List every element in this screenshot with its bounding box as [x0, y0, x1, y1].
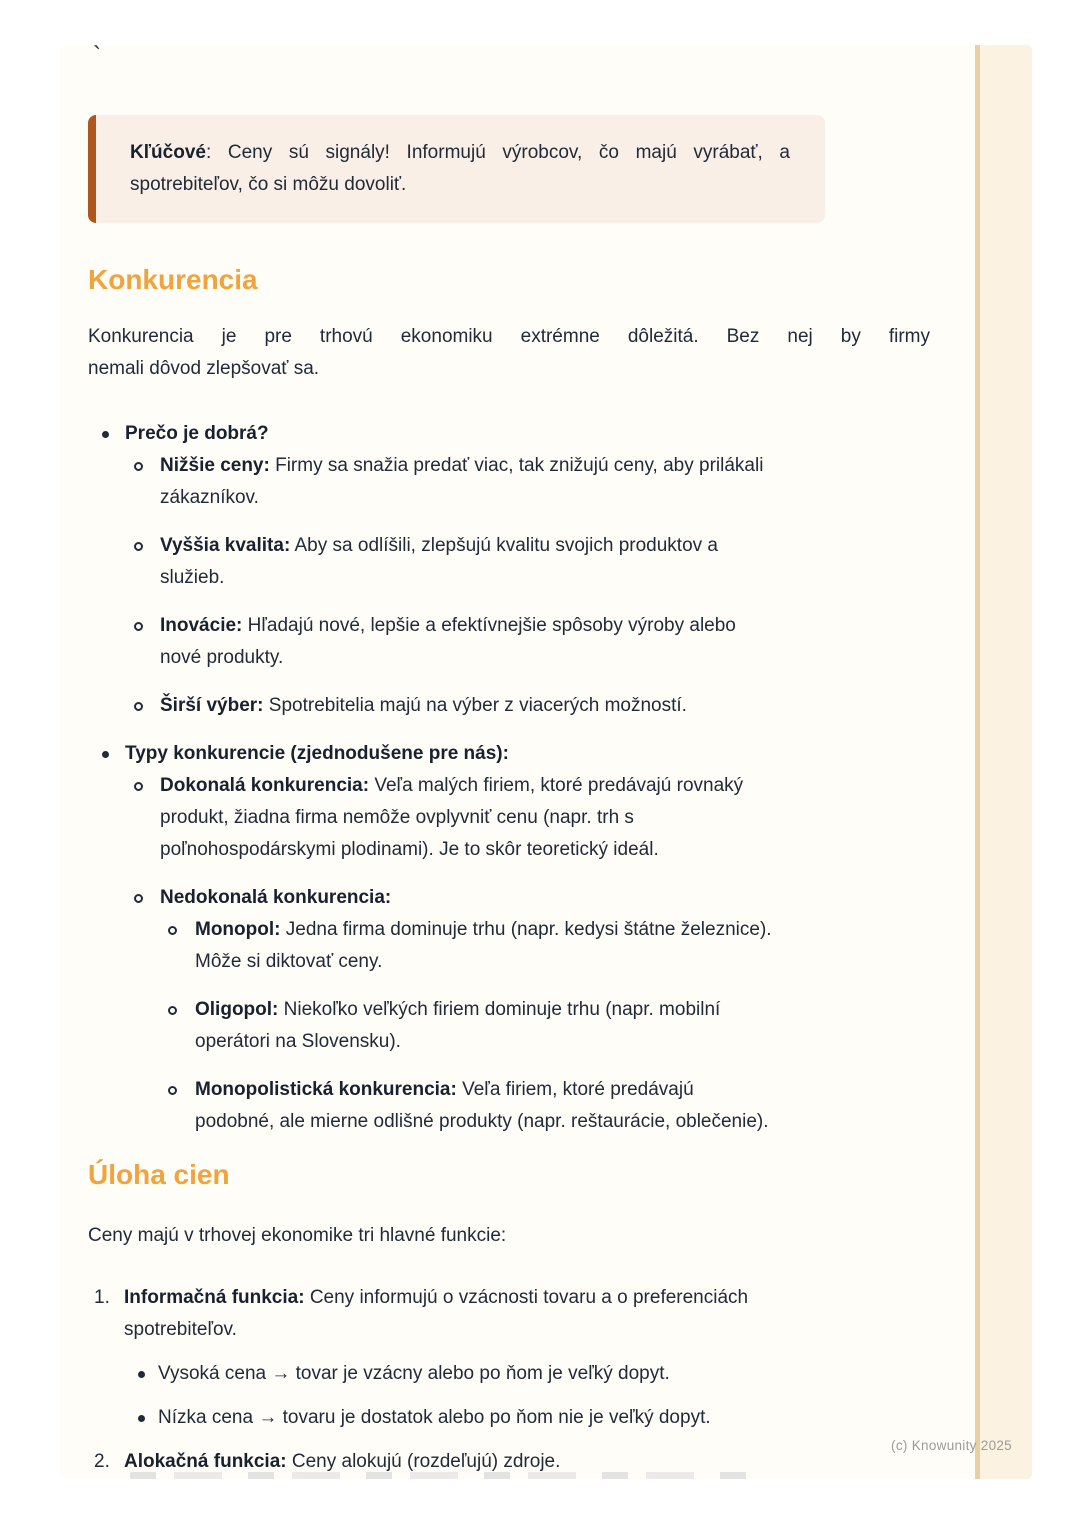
list-item — [88, 738, 930, 770]
list-item — [88, 1074, 930, 1138]
term-bold: Vyššia kvalita: — [160, 535, 291, 556]
term-bold: Typy konkurencie (zjednodušene pre nás): — [125, 743, 509, 764]
disc-bullet-icon — [102, 431, 109, 438]
term-bold: Nižšie ceny: — [160, 455, 270, 476]
document-page — [60, 45, 1032, 1479]
circle-bullet-icon — [168, 926, 177, 935]
konkurencia-intro-paragraph — [88, 321, 930, 385]
section-heading-uloha-cien: Úloha cien — [88, 1159, 230, 1190]
list-number: 1. — [94, 1287, 110, 1308]
list-item — [88, 1282, 930, 1346]
list-item-text: Dokonalá konkurencia: Veľa malých firiem, ktoré predávajú rovnaký produkt, žiadna firma nemôže ovplyvniť cenu (napr. trh s poľnohospodárskymi plodinami). Je to skôr teoretický ideál. — [160, 775, 744, 860]
term-bold: Alokačná funkcia: — [124, 1451, 287, 1472]
circle-bullet-icon — [134, 622, 143, 631]
intro-line-1: Konkurencia je pre trhovú ekonomiku extrémne dôležitá. Bez nej by firmy — [88, 326, 930, 347]
disc-bullet-icon — [138, 1371, 145, 1378]
key-callout — [88, 115, 825, 223]
circle-bullet-icon — [134, 462, 143, 471]
list-item — [88, 770, 930, 866]
disc-bullet-icon — [102, 751, 109, 758]
list-item-text: Informačná funkcia: Ceny informujú o vzácnosti tovaru a o preferenciách spotrebiteľov. — [124, 1287, 749, 1340]
footer-credit: (c) Knowunity 2025 — [891, 1438, 1012, 1453]
callout-line-1 — [130, 137, 790, 169]
circle-bullet-icon — [134, 894, 143, 903]
list-item-text: Nízka cena → tovaru je dostatok alebo po ňom nie je veľký dopyt. — [158, 1407, 711, 1428]
section-heading-konkurencia: Konkurencia — [88, 264, 258, 295]
page-content — [88, 45, 930, 1479]
list-item — [88, 1358, 930, 1390]
list-item-text: Inovácie: Hľadajú nové, lepšie a efektívnejšie spôsoby výroby alebo nové produkty. — [160, 615, 736, 668]
term-bold: Nedokonalá konkurencia: — [160, 887, 392, 908]
callout-line-1-text: : Ceny sú signály! Informujú výrobcov, čo majú vyrábať, a — [205, 142, 790, 163]
list-item — [88, 994, 930, 1058]
list-item-text: Alokačná funkcia: Ceny alokujú (rozdeľujú) zdroje. — [124, 1451, 561, 1472]
term-bold: Oligopol: — [195, 999, 279, 1020]
disc-bullet-icon — [138, 1415, 145, 1422]
term-bold: Monopol: — [195, 919, 281, 940]
uloha-cien-intro: Ceny majú v trhovej ekonomike tri hlavné funkcie: — [88, 1225, 507, 1246]
list-item — [88, 914, 930, 978]
list-item — [88, 690, 930, 722]
konkurencia-bullet-list — [88, 418, 930, 1138]
list-item — [88, 530, 930, 594]
circle-bullet-icon — [168, 1086, 177, 1095]
circle-bullet-icon — [168, 1006, 177, 1015]
term-bold: Monopolistická konkurencia: — [195, 1079, 457, 1100]
list-item-text: Oligopol: Niekoľko veľkých firiem dominuje trhu (napr. mobilní operátori na Slovensku). — [195, 999, 721, 1052]
list-item-text: Nižšie ceny: Firmy sa snažia predať viac, tak znižujú ceny, aby prilákali zákazníkov. — [160, 455, 764, 508]
term-bold: Širší výber: — [160, 695, 264, 716]
right-margin-stripe — [975, 45, 1032, 1479]
intro-line-2: nemali dôvod zlepšovať sa. — [88, 358, 320, 379]
list-item — [88, 882, 930, 914]
list-item — [88, 450, 930, 514]
list-item-text — [160, 882, 930, 914]
list-item — [88, 610, 930, 674]
uloha-cien-numbered-list — [88, 1282, 930, 1478]
term-bold: Informačná funkcia: — [124, 1287, 305, 1308]
clipped-text-remnant — [130, 1472, 750, 1479]
list-item — [88, 418, 930, 450]
list-item-text — [125, 418, 930, 450]
list-item-text: Vysoká cena → tovar je vzácny alebo po ňom je veľký dopyt. — [158, 1363, 670, 1384]
callout-label: Kľúčové — [130, 142, 206, 163]
circle-bullet-icon — [134, 782, 143, 791]
stray-backtick: ` — [93, 45, 101, 69]
list-number: 2. — [94, 1451, 110, 1472]
callout-line-2: spotrebiteľov, čo si môžu dovoliť. — [130, 174, 407, 195]
list-item-text — [125, 738, 930, 770]
list-item — [88, 1402, 930, 1434]
list-item-text: Vyššia kvalita: Aby sa odlíšili, zlepšujú kvalitu svojich produktov a služieb. — [160, 535, 718, 588]
list-item-text: Monopolistická konkurencia: Veľa firiem, ktoré predávajú podobné, ale mierne odlišné produkty (napr. reštaurácie, oblečenie). — [195, 1079, 769, 1132]
circle-bullet-icon — [134, 702, 143, 711]
term-bold: Inovácie: — [160, 615, 243, 636]
list-item-text: Širší výber: Spotrebitelia majú na výber z viacerých možností. — [160, 695, 687, 716]
term-bold: Dokonalá konkurencia: — [160, 775, 370, 796]
circle-bullet-icon — [134, 542, 143, 551]
term-bold: Prečo je dobrá? — [125, 423, 269, 444]
list-item-text: Monopol: Jedna firma dominuje trhu (napr. kedysi štátne železnice). Môže si diktovať ceny. — [195, 919, 772, 972]
